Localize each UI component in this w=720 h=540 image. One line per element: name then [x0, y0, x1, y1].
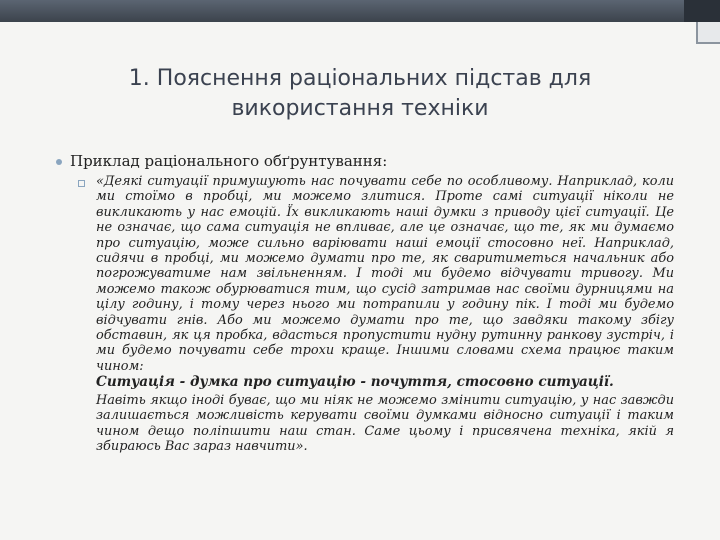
top-bar	[0, 0, 720, 22]
corner-decoration	[696, 22, 720, 44]
slide-title: 1. Пояснення раціональних підстав для використання техніки	[128, 66, 592, 121]
sub-bullet-square-icon	[78, 180, 85, 187]
example-intro: «Деякі ситуації примушують нас почувати себе по особливому. Наприклад, коли ми стоїмо в пробці, ми можемо злитися. Проте самі ситуації ніколи не викликають у нас емоцій. Їх викликають наші думки з приводу цієї ситуації. Це не означає, що сама ситуація не впливає, але це означає, що те, як ми думаємо про ситуацію, може сильно варіювати наші емоції стосовно неї. Наприклад, сидячи в пробці, ми можемо думати про те, як сваритиметься начальник або погрожуватиме нам звільненням. І тоді ми будемо відчувати тривогу. Ми можемо також обурюватися тим, що сусід затримав нас своїми дурницями на цілу годину, і тому через нього ми потрапили у годину пік. І тоді ми будемо відчувати гнів. Або ми можемо думати про те, що завдяки такому збігу обставин, як ця пробка, вдасться пропустити нудну рутинну ранкову зустріч, і ми будемо почувати себе трохи краще. Іншими словами схема працює таким чином:	[96, 174, 674, 374]
bullet-dot-icon	[56, 159, 62, 165]
example-text	[96, 174, 674, 454]
top-bar-accent	[684, 0, 720, 22]
bullet-heading: Приклад раціонального обґрунтування:	[70, 152, 388, 170]
example-emphasis: Ситуація - думка про ситуацію - почуття, стосовно ситуації.	[96, 374, 614, 391]
example-outro: Навіть якщо іноді буває, що ми ніяк не можемо змінити ситуацію, у нас завжди залишається можливість керувати своїми думками відносно ситуації і таким чином дещо поліпшити наш стан. Саме цьому і присвячена техніка, якій я збираюсь Вас зараз навчити».	[96, 392, 674, 454]
